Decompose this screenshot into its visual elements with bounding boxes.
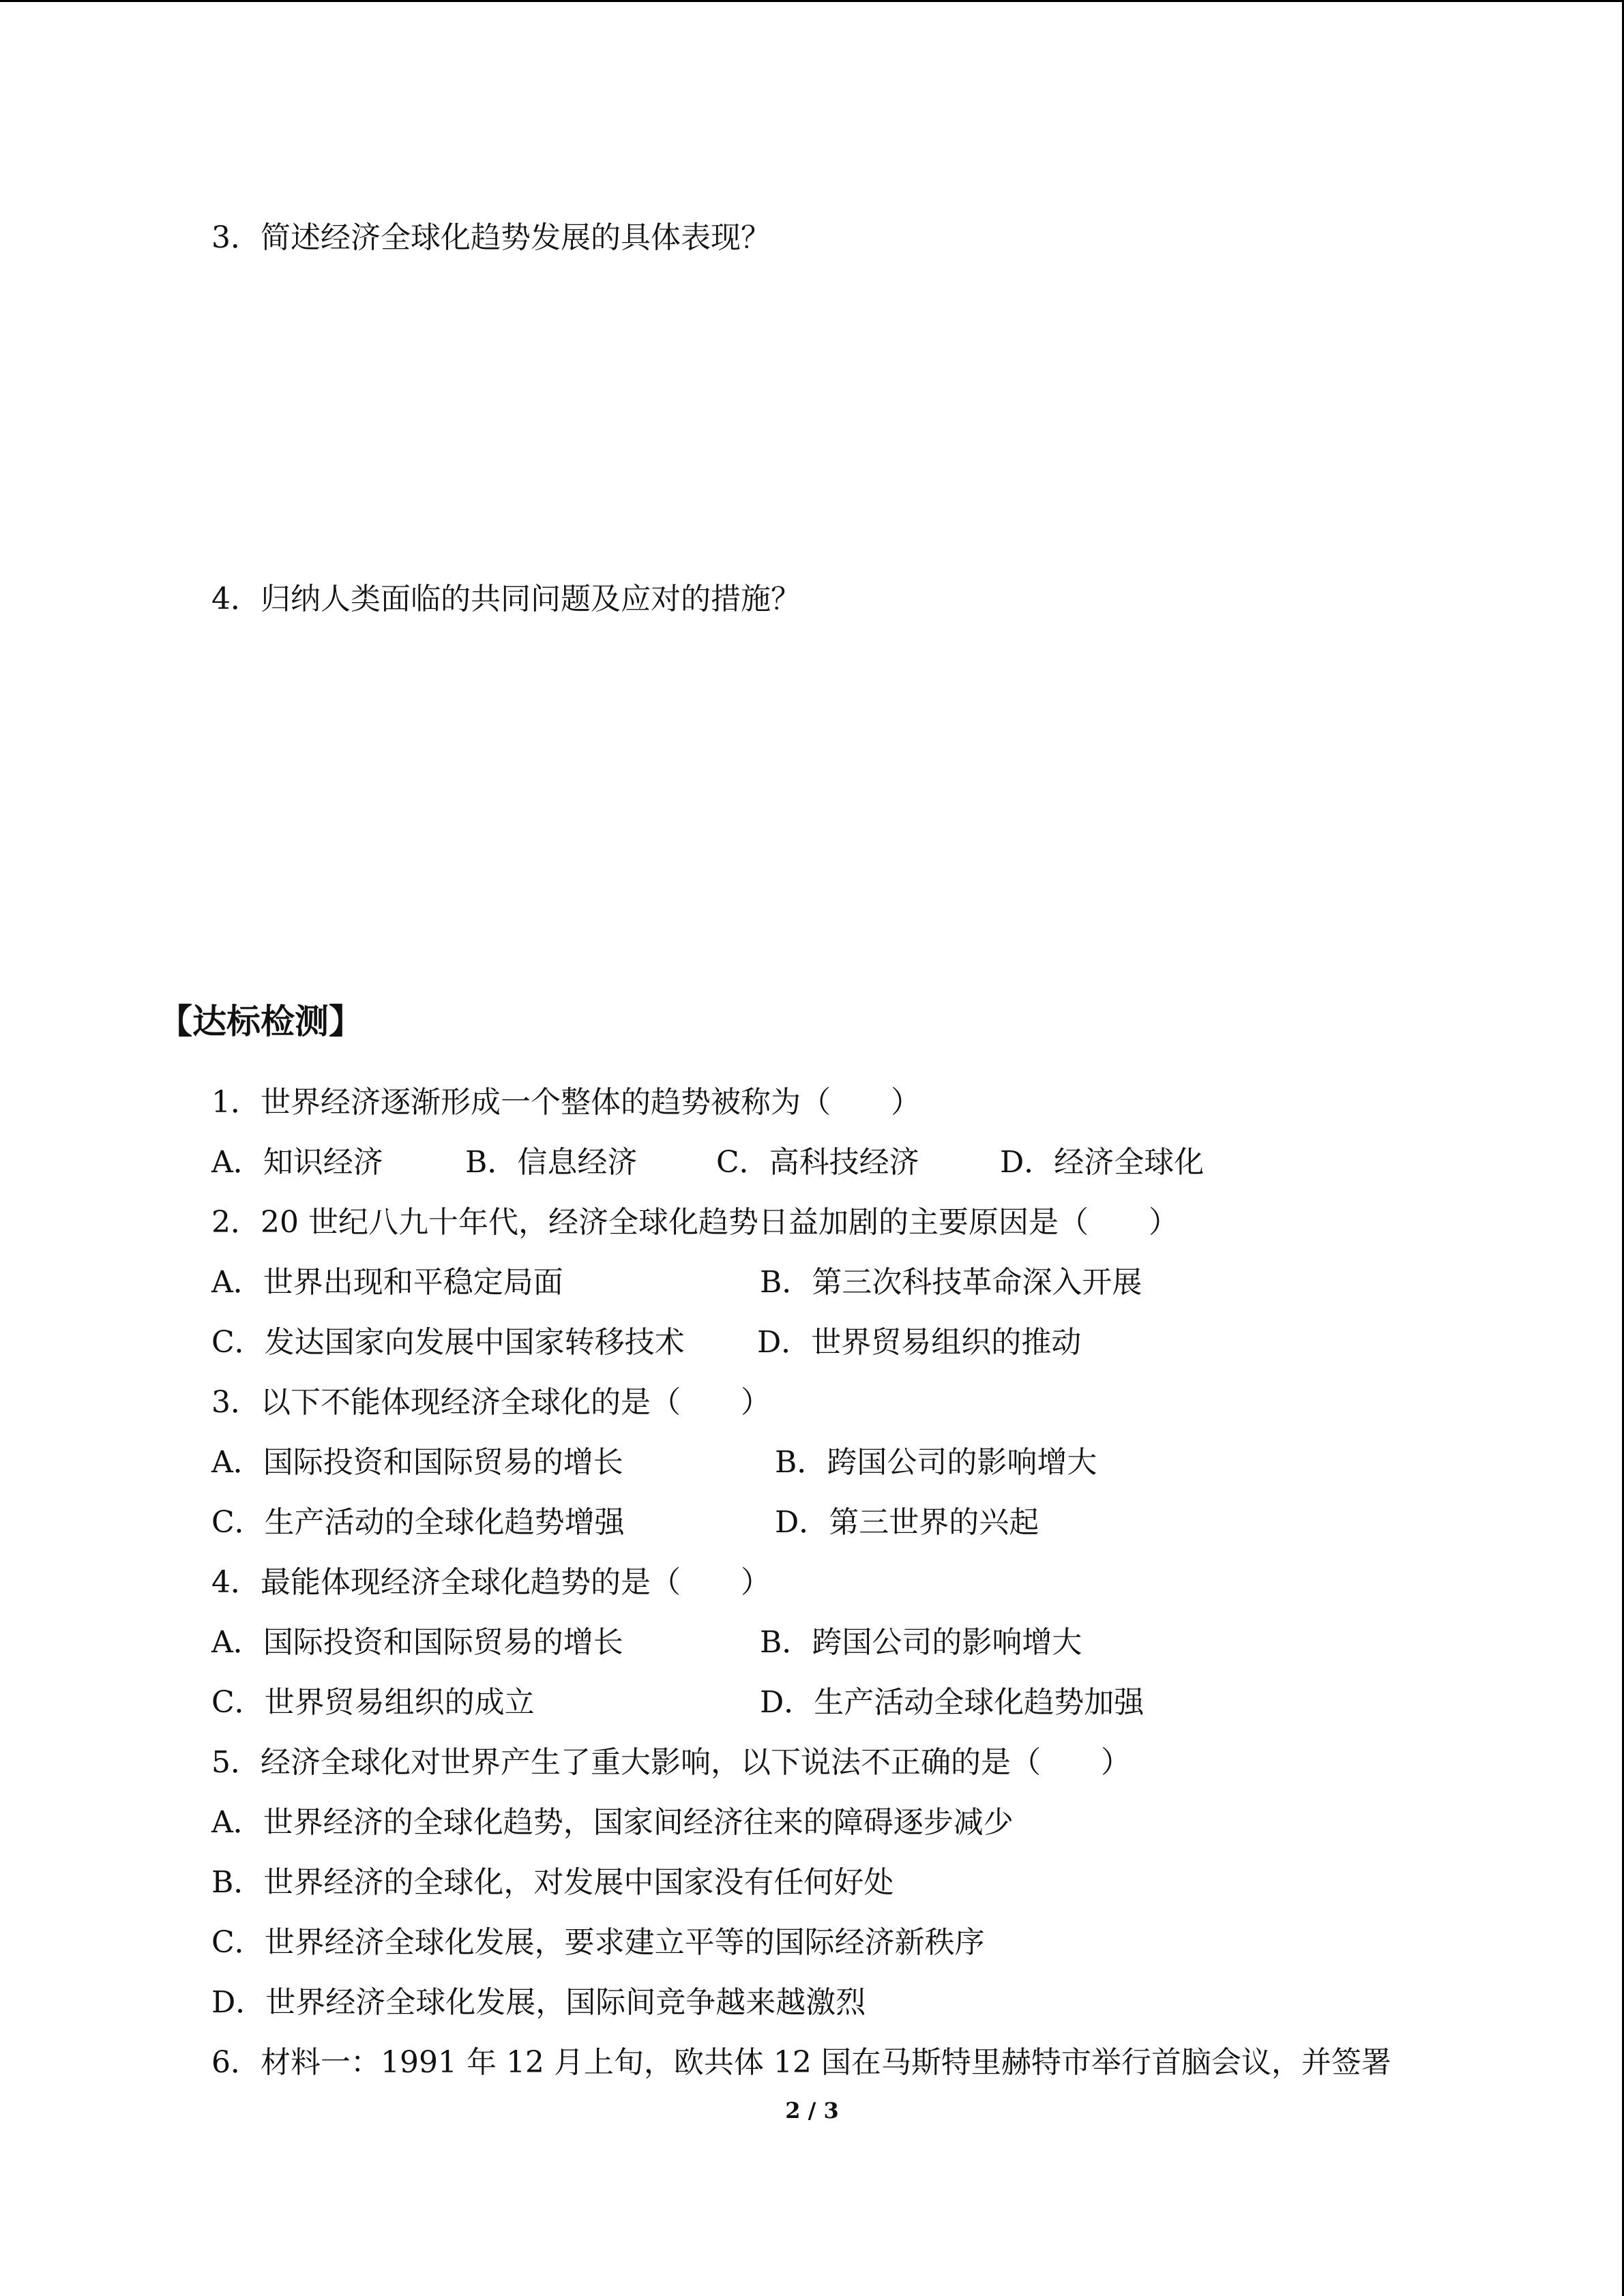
option-b: B．跨国公司的影响增大: [775, 1445, 1097, 1480]
question-4-stem: 4．最能体现经济全球化趋势的是（ ）: [211, 1565, 771, 1600]
section-heading: 【达标检测】: [158, 1002, 363, 1041]
option-a: A．国际投资和国际贸易的增长: [211, 1625, 623, 1660]
question-5-stem: 5．经济全球化对世界产生了重大影响，以下说法不正确的是（ ）: [211, 1745, 1131, 1780]
question-5-option-b: B．世界经济的全球化，对发展中国家没有任何好处: [211, 1865, 894, 1900]
question-1-stem: 1．世界经济逐渐形成一个整体的趋势被称为（ ）: [211, 1085, 921, 1120]
question-6-stem: 6．材料一：1991 年 12 月上旬，欧共体 12 国在马斯特里赫特市举行首脑会议，并签署: [211, 2045, 1391, 2080]
option-d: D．生产活动全球化趋势加强: [760, 1685, 1145, 1720]
option-a: A．知识经济: [211, 1145, 383, 1180]
option-d: D．经济全球化: [1000, 1145, 1205, 1180]
option-d: D．世界贸易组织的推动: [757, 1325, 1082, 1360]
question-4-short-answer: 4．归纳人类面临的共同问题及应对的措施？: [211, 582, 801, 616]
option-c: C．生产活动的全球化趋势增强: [211, 1505, 625, 1540]
option-b: B．第三次科技革命深入开展: [760, 1265, 1142, 1300]
option-b: B．信息经济: [465, 1145, 638, 1180]
option-c: C．高科技经济: [716, 1145, 919, 1180]
option-b: B．跨国公司的影响增大: [760, 1625, 1082, 1660]
option-a: A．国际投资和国际贸易的增长: [211, 1445, 623, 1480]
question-5-option-a: A．世界经济的全球化趋势，国家间经济往来的障碍逐步减少: [211, 1805, 1014, 1840]
question-3-stem: 3．以下不能体现经济全球化的是（ ）: [211, 1385, 771, 1420]
option-a: A．世界出现和平稳定局面: [211, 1265, 563, 1300]
question-5-option-d: D．世界经济全球化发展，国际间竞争越来越激烈: [211, 1985, 866, 2020]
question-5-option-c: C．世界经济全球化发展，要求建立平等的国际经济新秩序: [211, 1925, 985, 1960]
option-c: C．发达国家向发展中国家转移技术: [211, 1325, 685, 1360]
question-3-short-answer: 3．简述经济全球化趋势发展的具体表现？: [211, 220, 771, 255]
option-d: D．第三世界的兴起: [775, 1505, 1039, 1540]
question-2-stem: 2．20 世纪八九十年代，经济全球化趋势日益加剧的主要原因是（ ）: [211, 1205, 1179, 1240]
page-number: 2 / 3: [785, 2098, 839, 2123]
option-c: C．世界贸易组织的成立: [211, 1685, 535, 1720]
